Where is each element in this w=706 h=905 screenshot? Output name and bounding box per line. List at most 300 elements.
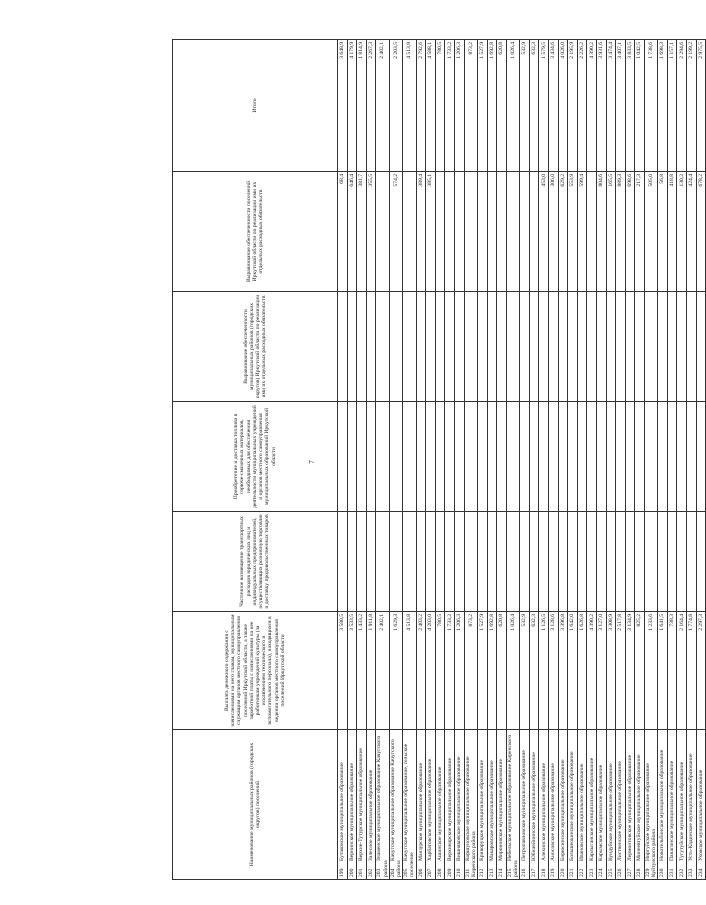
total-cell: 632,3 xyxy=(529,40,539,172)
row-name: Кундуйское муниципальное образование xyxy=(607,763,614,861)
settlements-equalization-cell xyxy=(464,172,477,292)
fuel-cell xyxy=(506,402,519,512)
fuel-cell xyxy=(454,402,464,512)
fuel-cell xyxy=(389,402,402,512)
fuel-cell xyxy=(497,402,507,512)
fuel-cell xyxy=(435,402,445,512)
districts-equalization-cell xyxy=(477,292,487,402)
row-name-cell xyxy=(625,730,635,880)
row-name-cell xyxy=(529,730,539,880)
transport-cell xyxy=(596,512,606,612)
transport-cell xyxy=(696,512,706,612)
transport-cell xyxy=(497,512,507,612)
districts-equalization-cell xyxy=(487,292,497,402)
districts-equalization-cell xyxy=(667,292,677,402)
table-row xyxy=(644,40,657,880)
row-number: 219 xyxy=(550,868,557,877)
total-cell: 3 833,5 xyxy=(625,40,635,172)
total-cell: 4 513,8 xyxy=(403,40,416,172)
fuel-cell xyxy=(539,402,549,512)
row-name: Макаровское муниципальное образование xyxy=(488,760,495,861)
row-name: Бутаковское муниципальное образование xyxy=(339,762,346,861)
row-number: 205 xyxy=(403,868,410,877)
transport-cell xyxy=(539,512,549,612)
row-number: 220 xyxy=(559,868,566,877)
salary-cell: 1 911,8 xyxy=(366,612,376,730)
total-cell: 2 975,5 xyxy=(696,40,706,172)
table-row xyxy=(548,40,558,880)
salary-cell: 1 026,4 xyxy=(506,612,519,730)
row-name: Уховское муниципальное образование xyxy=(697,769,704,861)
table-row xyxy=(435,40,445,880)
row-name-cell xyxy=(577,730,587,880)
districts-equalization-cell xyxy=(625,292,635,402)
fuel-cell xyxy=(658,402,668,512)
transport-cell xyxy=(558,512,568,612)
row-name-cell xyxy=(506,730,519,880)
fuel-cell xyxy=(687,402,697,512)
row-name-cell xyxy=(606,730,616,880)
transport-cell xyxy=(376,512,389,612)
fuel-cell xyxy=(696,402,706,512)
page-number: 7 xyxy=(307,460,316,464)
total-cell: 3 407,1 xyxy=(616,40,626,172)
header-total: Итого xyxy=(173,40,338,172)
row-number: 233 xyxy=(688,868,695,877)
settlements-equalization-cell xyxy=(506,172,519,292)
salary-cell: 3 127,0 xyxy=(596,612,606,730)
settlements-equalization-cell: 889,3 xyxy=(616,172,626,292)
fuel-cell xyxy=(577,402,587,512)
salary-cell: 3 134,9 xyxy=(625,612,635,730)
districts-equalization-cell xyxy=(520,292,530,402)
districts-equalization-cell xyxy=(454,292,464,402)
table-row xyxy=(658,40,668,880)
total-cell: 2 199,2 xyxy=(687,40,697,172)
table-row xyxy=(616,40,626,880)
settlements-equalization-cell xyxy=(529,172,539,292)
salary-cell: 1 774,8 xyxy=(687,612,697,730)
fuel-cell xyxy=(616,402,626,512)
row-name: Криворуцкое муниципальное образование xyxy=(479,760,486,861)
fuel-cell xyxy=(596,402,606,512)
districts-equalization-cell xyxy=(606,292,616,402)
header-name: Наименование муниципальных районов (городских округов) поселений xyxy=(173,730,338,880)
settlements-equalization-cell: 306,0 xyxy=(548,172,558,292)
districts-equalization-cell xyxy=(506,292,519,402)
transport-cell xyxy=(487,512,497,612)
districts-equalization-cell xyxy=(389,292,402,402)
row-name: Усть-Кадинское муниципальное образование xyxy=(688,753,695,861)
fuel-cell xyxy=(677,402,687,512)
districts-equalization-cell xyxy=(587,292,597,402)
total-cell: 3 434,6 xyxy=(548,40,558,172)
row-name-cell xyxy=(454,730,464,880)
rotated-table-region xyxy=(172,40,704,880)
row-name: Лермонтовское муниципальное образование xyxy=(626,754,633,861)
total-cell: 1 579,5 xyxy=(539,40,549,172)
table-row xyxy=(338,40,348,880)
settlements-equalization-cell xyxy=(497,172,507,292)
row-name-cell xyxy=(464,730,477,880)
row-name-cell xyxy=(558,730,568,880)
row-name: Мироновское муниципальное образование xyxy=(498,759,505,861)
salary-cell: 3 580,5 xyxy=(338,612,348,730)
salary-cell: 873,2 xyxy=(464,612,477,730)
districts-equalization-cell xyxy=(644,292,657,402)
salary-cell: 3 308,9 xyxy=(606,612,616,730)
salary-cell: 780,5 xyxy=(435,612,445,730)
settlements-equalization-cell: 574,2 xyxy=(389,172,402,292)
salary-cell: 738,3 xyxy=(667,612,677,730)
transport-cell xyxy=(366,512,376,612)
row-name-cell xyxy=(487,730,497,880)
districts-equalization-cell xyxy=(416,292,426,402)
districts-equalization-cell xyxy=(366,292,376,402)
row-number: 216 xyxy=(521,868,528,877)
transport-cell xyxy=(347,512,357,612)
settlements-equalization-cell: 68,4 xyxy=(338,172,348,292)
row-name-cell xyxy=(568,730,578,880)
table-header-row xyxy=(173,40,338,880)
table-wrapper xyxy=(172,40,704,880)
table-row xyxy=(529,40,539,880)
row-number: 203 xyxy=(376,868,383,877)
salary-cell: 2 164,4 xyxy=(677,612,687,730)
table-row xyxy=(497,40,507,880)
settlements-equalization-cell: 646,4 xyxy=(347,172,357,292)
settlements-equalization-cell: 629,2 xyxy=(558,172,568,292)
table-row xyxy=(635,40,645,880)
row-number: 200 xyxy=(348,868,355,877)
salary-cell: 1 626,8 xyxy=(577,612,587,730)
row-number: 218 xyxy=(540,868,547,877)
transport-cell xyxy=(357,512,367,612)
transport-cell xyxy=(616,512,626,612)
total-cell: 1 157,1 xyxy=(667,40,677,172)
districts-equalization-cell xyxy=(577,292,587,402)
salary-cell: 2 402,1 xyxy=(376,612,389,730)
row-number: 234 xyxy=(697,868,704,877)
settlements-equalization-cell xyxy=(376,172,389,292)
row-number: 225 xyxy=(607,868,614,877)
table-row xyxy=(606,40,616,880)
row-name: Большеокинское муниципальное образование xyxy=(569,751,576,861)
total-cell: 2 203,5 xyxy=(389,40,402,172)
salary-cell: 2 403,2 xyxy=(416,612,426,730)
row-name-cell xyxy=(376,730,389,880)
table-row xyxy=(577,40,587,880)
transport-cell xyxy=(445,512,455,612)
salary-cell: 4 390,2 xyxy=(587,612,597,730)
row-number: 209 xyxy=(446,868,453,877)
fuel-cell xyxy=(587,402,597,512)
table-row xyxy=(477,40,487,880)
total-cell: 1 026,4 xyxy=(506,40,519,172)
salary-cell: 1 642,0 xyxy=(568,612,578,730)
row-number: 199 xyxy=(339,868,346,877)
salary-cell: 1 733,2 xyxy=(445,612,455,730)
salary-cell: 1 206,3 xyxy=(454,612,464,730)
total-cell: 780,5 xyxy=(435,40,445,172)
fuel-cell xyxy=(477,402,487,512)
transport-cell xyxy=(506,512,519,612)
row-name: Харбатовское муниципальное образование xyxy=(427,758,434,861)
row-number: 202 xyxy=(367,868,374,877)
row-name-cell xyxy=(435,730,445,880)
transport-cell xyxy=(338,512,348,612)
table-row xyxy=(677,40,687,880)
districts-equalization-cell xyxy=(539,292,549,402)
row-number: 227 xyxy=(626,868,633,877)
districts-equalization-cell xyxy=(357,292,367,402)
row-name: Знаменское муниципальное образование Качугского района xyxy=(376,735,389,877)
settlements-equalization-cell: 698,6 xyxy=(625,172,635,292)
salary-cell: 3 533,5 xyxy=(347,612,357,730)
total-cell: 2 792,6 xyxy=(416,40,426,172)
row-number: 213 xyxy=(488,868,495,877)
row-name: Ашинское муниципальное образование xyxy=(436,766,443,861)
settlements-equalization-cell: 424,4 xyxy=(687,172,697,292)
header-transport: Частичное возмещение транспортных расходов юридических лиц и индивидуальных предпринимателей, осуществляющих розничную торговлю и доставку продовольственных товаров xyxy=(173,512,338,612)
total-cell: 3 474,4 xyxy=(606,40,616,172)
table-row xyxy=(568,40,578,880)
fuel-cell xyxy=(464,402,477,512)
table-row xyxy=(445,40,455,880)
transport-cell xyxy=(389,512,402,612)
row-name-cell xyxy=(445,730,455,880)
row-number: 228 xyxy=(636,868,643,877)
row-number: 217 xyxy=(530,868,537,877)
districts-equalization-cell xyxy=(596,292,606,402)
row-number: 226 xyxy=(617,868,624,877)
header-settlements-equalization: Выравнивание обеспеченности поселений Иркутской области по реализации ими их отдельных расходных обязательств xyxy=(173,172,338,292)
transport-cell xyxy=(520,512,530,612)
row-number: 231 xyxy=(669,868,676,877)
row-name-cell xyxy=(347,730,357,880)
fuel-cell xyxy=(416,402,426,512)
districts-equalization-cell xyxy=(497,292,507,402)
districts-equalization-cell xyxy=(548,292,558,402)
row-name-cell xyxy=(635,730,645,880)
total-cell: 1 527,9 xyxy=(477,40,487,172)
fuel-cell xyxy=(403,402,416,512)
row-name: Манзурское муниципальное образование xyxy=(417,762,424,861)
districts-equalization-cell xyxy=(558,292,568,402)
row-name: Карлыганское муниципальное образование xyxy=(588,757,595,861)
fuel-cell xyxy=(366,402,376,512)
settlements-equalization-cell xyxy=(477,172,487,292)
fuel-cell xyxy=(445,402,455,512)
districts-equalization-cell xyxy=(696,292,706,402)
districts-equalization-cell xyxy=(677,292,687,402)
table-row xyxy=(389,40,402,880)
row-name: Панагинское муниципальное образование xyxy=(669,760,676,861)
fuel-cell xyxy=(426,402,436,512)
transport-cell xyxy=(687,512,697,612)
total-cell: 2 195,9 xyxy=(568,40,578,172)
row-name: Лиственское муниципальное образование xyxy=(617,761,624,861)
header-fuel: Приобретение и доставка топлива в горюче-смазочных материалов, необходимых для обеспечения деятельности муниципальных учреждений и органов местного самоуправления муниципальных образований Иркутской области xyxy=(173,402,338,512)
row-name: Небельское муниципальное образование Киренского района xyxy=(506,734,519,877)
row-name-cell xyxy=(548,730,558,880)
row-number: 201 xyxy=(358,868,365,877)
salary-cell: 1 433,2 xyxy=(357,612,367,730)
settlements-equalization-cell xyxy=(445,172,455,292)
settlements-equalization-cell: 217,3 xyxy=(635,172,645,292)
row-name-cell xyxy=(587,730,597,880)
districts-equalization-cell xyxy=(529,292,539,402)
table-row xyxy=(366,40,376,880)
total-cell: 620,8 xyxy=(497,40,507,172)
districts-equalization-cell xyxy=(347,292,357,402)
row-name: Качугское муниципальное образование, сельское поселение xyxy=(403,743,416,877)
row-number: 214 xyxy=(498,868,505,877)
transport-cell xyxy=(658,512,668,612)
transport-cell xyxy=(568,512,578,612)
table-row xyxy=(426,40,436,880)
fuel-cell xyxy=(635,402,645,512)
salary-cell: 825,2 xyxy=(635,612,645,730)
settlements-equalization-cell: 165,5 xyxy=(606,172,616,292)
row-name-cell xyxy=(477,730,487,880)
row-number: 215 xyxy=(506,868,513,877)
header-districts-equalization: Выравнивание обеспеченности муниципальных районов (городских округов) Иркутской области по реализации ими их отдельных расходных обязательств xyxy=(173,292,338,402)
table-row xyxy=(520,40,530,880)
table-row xyxy=(625,40,635,880)
salary-cell: 4 513,8 xyxy=(403,612,416,730)
table-row xyxy=(357,40,367,880)
transport-cell xyxy=(587,512,597,612)
total-cell: 2 226,2 xyxy=(577,40,587,172)
districts-equalization-cell xyxy=(616,292,626,402)
row-name-cell xyxy=(644,730,657,880)
salary-cell: 1 692,8 xyxy=(487,612,497,730)
salary-cell: 632,3 xyxy=(529,612,539,730)
budget-table xyxy=(172,39,706,880)
settlements-equalization-cell: 418,8 xyxy=(667,172,677,292)
transport-cell xyxy=(667,512,677,612)
row-number: 230 xyxy=(659,868,666,877)
row-name-cell xyxy=(677,730,687,880)
fuel-cell xyxy=(529,402,539,512)
table-row xyxy=(347,40,357,880)
row-name: Аносовское муниципальное образование xyxy=(550,763,557,861)
settlements-equalization-cell: 130,2 xyxy=(677,172,687,292)
total-cell: 1 814,9 xyxy=(357,40,367,172)
salary-cell: 532,9 xyxy=(520,612,530,730)
total-cell: 1 206,3 xyxy=(454,40,464,172)
salary-cell: 3 128,6 xyxy=(548,612,558,730)
settlements-equalization-cell xyxy=(403,172,416,292)
transport-cell xyxy=(677,512,687,612)
row-name-cell xyxy=(416,730,426,880)
settlements-equalization-cell xyxy=(487,172,497,292)
row-name-cell xyxy=(366,730,376,880)
transport-cell xyxy=(464,512,477,612)
transport-cell xyxy=(635,512,645,612)
table-row xyxy=(506,40,519,880)
transport-cell xyxy=(403,512,416,612)
table-row xyxy=(596,40,606,880)
districts-equalization-cell xyxy=(568,292,578,402)
table-row xyxy=(667,40,677,880)
row-name-cell xyxy=(403,730,416,880)
transport-cell xyxy=(548,512,558,612)
row-name-cell xyxy=(520,730,530,880)
transport-cell xyxy=(435,512,445,612)
total-cell: 873,2 xyxy=(464,40,477,172)
fuel-cell xyxy=(667,402,677,512)
districts-equalization-cell xyxy=(376,292,389,402)
fuel-cell xyxy=(357,402,367,512)
table-row xyxy=(696,40,706,880)
row-name: Алехинское муниципальное образование xyxy=(540,762,547,861)
total-cell: 3 648,9 xyxy=(338,40,348,172)
fuel-cell xyxy=(558,402,568,512)
salary-cell: 2 517,8 xyxy=(616,612,626,730)
settlements-equalization-cell: 505,0 xyxy=(644,172,657,292)
row-number: 229 xyxy=(644,868,651,877)
row-name: Минеевтуйское муниципальное образование xyxy=(636,754,643,861)
settlements-equalization-cell xyxy=(435,172,445,292)
settlements-equalization-cell: 385,1 xyxy=(426,172,436,292)
row-number: 208 xyxy=(436,868,443,877)
header-salary: Выплата денежного содержания с начислениями на него главам, муниципальным служащим органов местного самоуправления поселений Иркутской области, а также заработной платы с начислениями на нее работникам учреждений культуры (за исключением технического и вспомогательного персонала), находящихся в ведении органов местного самоуправления поселений Иркутской области xyxy=(173,612,338,730)
total-cell: 2 402,1 xyxy=(376,40,389,172)
row-name-cell xyxy=(338,730,348,880)
settlements-equalization-cell: 381,7 xyxy=(357,172,367,292)
row-name: Новотельбинское муниципальное образование xyxy=(659,749,666,861)
salary-cell: 1 641,5 xyxy=(658,612,668,730)
fuel-cell xyxy=(548,402,558,512)
districts-equalization-cell xyxy=(426,292,436,402)
salary-cell: 1 629,3 xyxy=(389,612,402,730)
row-number: 206 xyxy=(417,868,424,877)
total-cell: 1 738,6 xyxy=(644,40,657,172)
total-cell: 1 042,5 xyxy=(635,40,645,172)
total-cell: 1 692,8 xyxy=(487,40,497,172)
transport-cell xyxy=(644,512,657,612)
table-body xyxy=(338,40,706,880)
fuel-cell xyxy=(644,402,657,512)
settlements-equalization-cell: 553,9 xyxy=(568,172,578,292)
row-name: Бирюсинское муниципальное образование xyxy=(559,759,566,861)
row-number: 222 xyxy=(578,868,585,877)
row-name: Карымское муниципальное образование xyxy=(598,764,605,861)
row-number: 210 xyxy=(456,868,463,877)
districts-equalization-cell xyxy=(658,292,668,402)
transport-cell xyxy=(625,512,635,612)
row-number: 204 xyxy=(389,868,396,877)
fuel-cell xyxy=(347,402,357,512)
row-name-cell xyxy=(389,730,402,880)
row-name: Качугское муниципальное образование Качугского района xyxy=(389,739,402,877)
row-name-cell xyxy=(658,730,668,880)
districts-equalization-cell xyxy=(445,292,455,402)
total-cell: 4 179,9 xyxy=(347,40,357,172)
row-name: Коршуновское муниципальное образование Киренского района xyxy=(464,756,477,877)
settlements-equalization-cell: 599,4 xyxy=(577,172,587,292)
settlements-equalization-cell: 389,4 xyxy=(416,172,426,292)
districts-equalization-cell xyxy=(635,292,645,402)
table-row xyxy=(464,40,477,880)
row-number: 211 xyxy=(464,868,471,877)
row-name-cell xyxy=(687,730,697,880)
salary-cell: 4 203,0 xyxy=(426,612,436,730)
row-name-cell xyxy=(426,730,436,880)
transport-cell xyxy=(426,512,436,612)
